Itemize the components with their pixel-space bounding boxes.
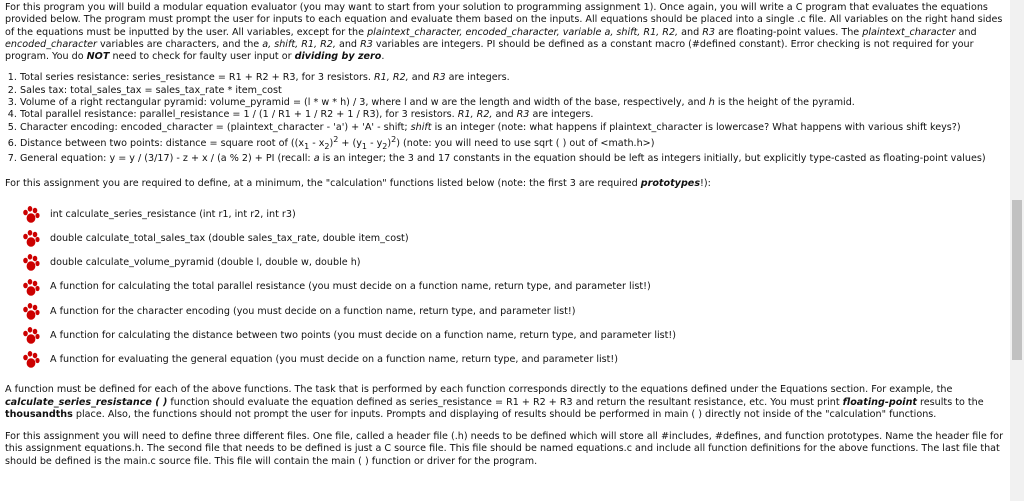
paw-print-icon: [21, 253, 41, 273]
equation-item: 5. Character encoding: encoded_character = (plaintext_character - 'a') + 'A' - shift; shift is an integer (note: what happens if plaintext_character is lowercase? What happens with various shift keys?): [20, 122, 1005, 134]
function-label: double calculate_total_sales_tax (double sales_tax_rate, double item_cost): [50, 233, 409, 245]
equations-list: [5, 72, 1005, 165]
intro-text: variables are integers. PI should be defined as a constant macro (#defined constant). Error checking is not required for your program. You do: [5, 38, 974, 63]
equation-item: 3. Volume of a right rectangular pyramid: volume_pyramid = (l * w * h) / 3, where l and w are the length and width of the base, respectively, and h is the height of the pyramid.: [20, 97, 1005, 109]
requirement-paragraph: For this assignment you are required to define, at a minimum, the "calculation" functions listed below (note: the first 3 are required prototypes!):: [5, 177, 711, 189]
intro-text: For this program you will build a modular equation evaluator (you may want to start from your solution to programming assignment 1). Once again, you will write a C program that evaluates the equations provided below. The program must prompt the user for inputs to each equation and evaluate them based on the inputs. All equations should be placed into a single .c file. All variables on the right hand sides of the equations must be inputted by the user. All variables, except for the: [5, 2, 1003, 38]
paw-print-icon: [21, 326, 41, 346]
function-item: [5, 324, 1005, 348]
intro-variables: R3: [360, 38, 373, 50]
function-label: A function for the character encoding (you must decide on a function name, return type, and parameter list!): [50, 305, 576, 317]
assignment-document: [5, 2, 1005, 478]
function-label: A function for calculating the total parallel resistance (you must decide on a function name, return type, and parameter list!): [50, 281, 651, 293]
functions-explanation-paragraph: A function must be defined for each of the above functions. The task that is performed by each function corresponds directly to the equations defined under the Equations section. For example, the calculate_series_resistance ( ) function should evaluate the equation defined as series_resistance = R1 + R2 + R3 and return the resultant resistance, etc. You must print floating-point results to the thousandths place. Also, the functions should not prompt the user for inputs. Prompts and displaying of results should be performed in main ( ) directly not inside of the "calculation" functions.: [5, 384, 984, 420]
intro-variables: plaintext_character, encoded_character, variable a, shift, R1, R2,: [367, 26, 679, 38]
intro-text: and: [335, 38, 361, 50]
intro-emphasis: dividing by zero: [294, 51, 382, 63]
intro-text: and: [678, 26, 703, 38]
intro-text: .: [381, 51, 385, 63]
function-label: double calculate_volume_pyramid (double l, double w, double h): [50, 257, 361, 269]
intro-variables: a, shift, R1, R2,: [262, 38, 336, 50]
function-label: A function for calculating the distance between two points (you must decide on a function name, return type, and parameter list!): [50, 329, 677, 341]
paw-print-icon: [21, 302, 41, 322]
files-paragraph: For this assignment you will need to define three different files. One file, called a header file (.h) needs to be defined which will store all #includes, #defines, and function prototypes. Name the header file for this assignment equations.h. The second file that needs to be defined is just a C source file. This file should be named equations.c and include all function definitions for the above functions. The last file that should be defined is the main.c source file. This file will contain the main ( ) function or driver for the program.: [5, 431, 1004, 467]
equation-item: 1. Total series resistance: series_resistance = R1 + R2 + R3, for 3 resistors. R1, R2, and R3 are integers.: [20, 72, 1005, 84]
equation-item: 4. Total parallel resistance: parallel_resistance = 1 / (1 / R1 + 1 / R2 + 1 / R3), for 3 resistors. R1, R2, and R3 are integers.: [20, 109, 1005, 121]
intro-text: are floating-point values. The: [715, 26, 863, 38]
function-item: [5, 227, 1005, 251]
intro-text: variables are characters, and the: [96, 38, 263, 50]
intro-paragraph: [5, 2, 1005, 63]
paw-print-icon: [21, 205, 41, 225]
function-item: [5, 300, 1005, 324]
paw-print-icon: [21, 278, 41, 298]
functions-list: [5, 203, 1005, 372]
function-label: int calculate_series_resistance (int r1, int r2, int r3): [50, 208, 296, 220]
intro-emphasis: NOT: [86, 51, 110, 63]
function-item: [5, 276, 1005, 300]
function-label: A function for evaluating the general equation (you must decide on a function name, return type, and parameter list!): [50, 354, 619, 366]
intro-text: need to check for faulty user input or: [109, 51, 295, 63]
equation-item: 6. Distance between two points: distance = square root of $((x_1 - x_2)^2 + (y_1 - y_2)^2)$ (note: you will need to use sqrt ( ) out of <math.h>): [20, 134, 1005, 153]
scrollbar-thumb[interactable]: [1012, 200, 1022, 360]
function-item: [5, 348, 1005, 372]
intro-text: and: [955, 26, 977, 38]
vertical-scrollbar[interactable]: [1010, 0, 1024, 501]
equation-item: 2. Sales tax: total_sales_tax = sales_tax_rate * item_cost: [20, 85, 1005, 97]
intro-variables: R3: [702, 26, 716, 38]
function-item: [5, 203, 1005, 227]
paw-print-icon: [21, 350, 41, 370]
intro-variables: encoded_character: [5, 38, 97, 50]
function-item: [5, 251, 1005, 275]
paw-print-icon: [21, 229, 41, 249]
intro-variables: plaintext_character: [862, 26, 956, 38]
equation-item: 7. General equation: y = y / (3/17) - z + x / (a % 2) + PI (recall: a is an integer; the 3 and 17 constants in the equation should be left as integers initially, but explicitly type-casted as floating-point values): [20, 153, 1005, 165]
